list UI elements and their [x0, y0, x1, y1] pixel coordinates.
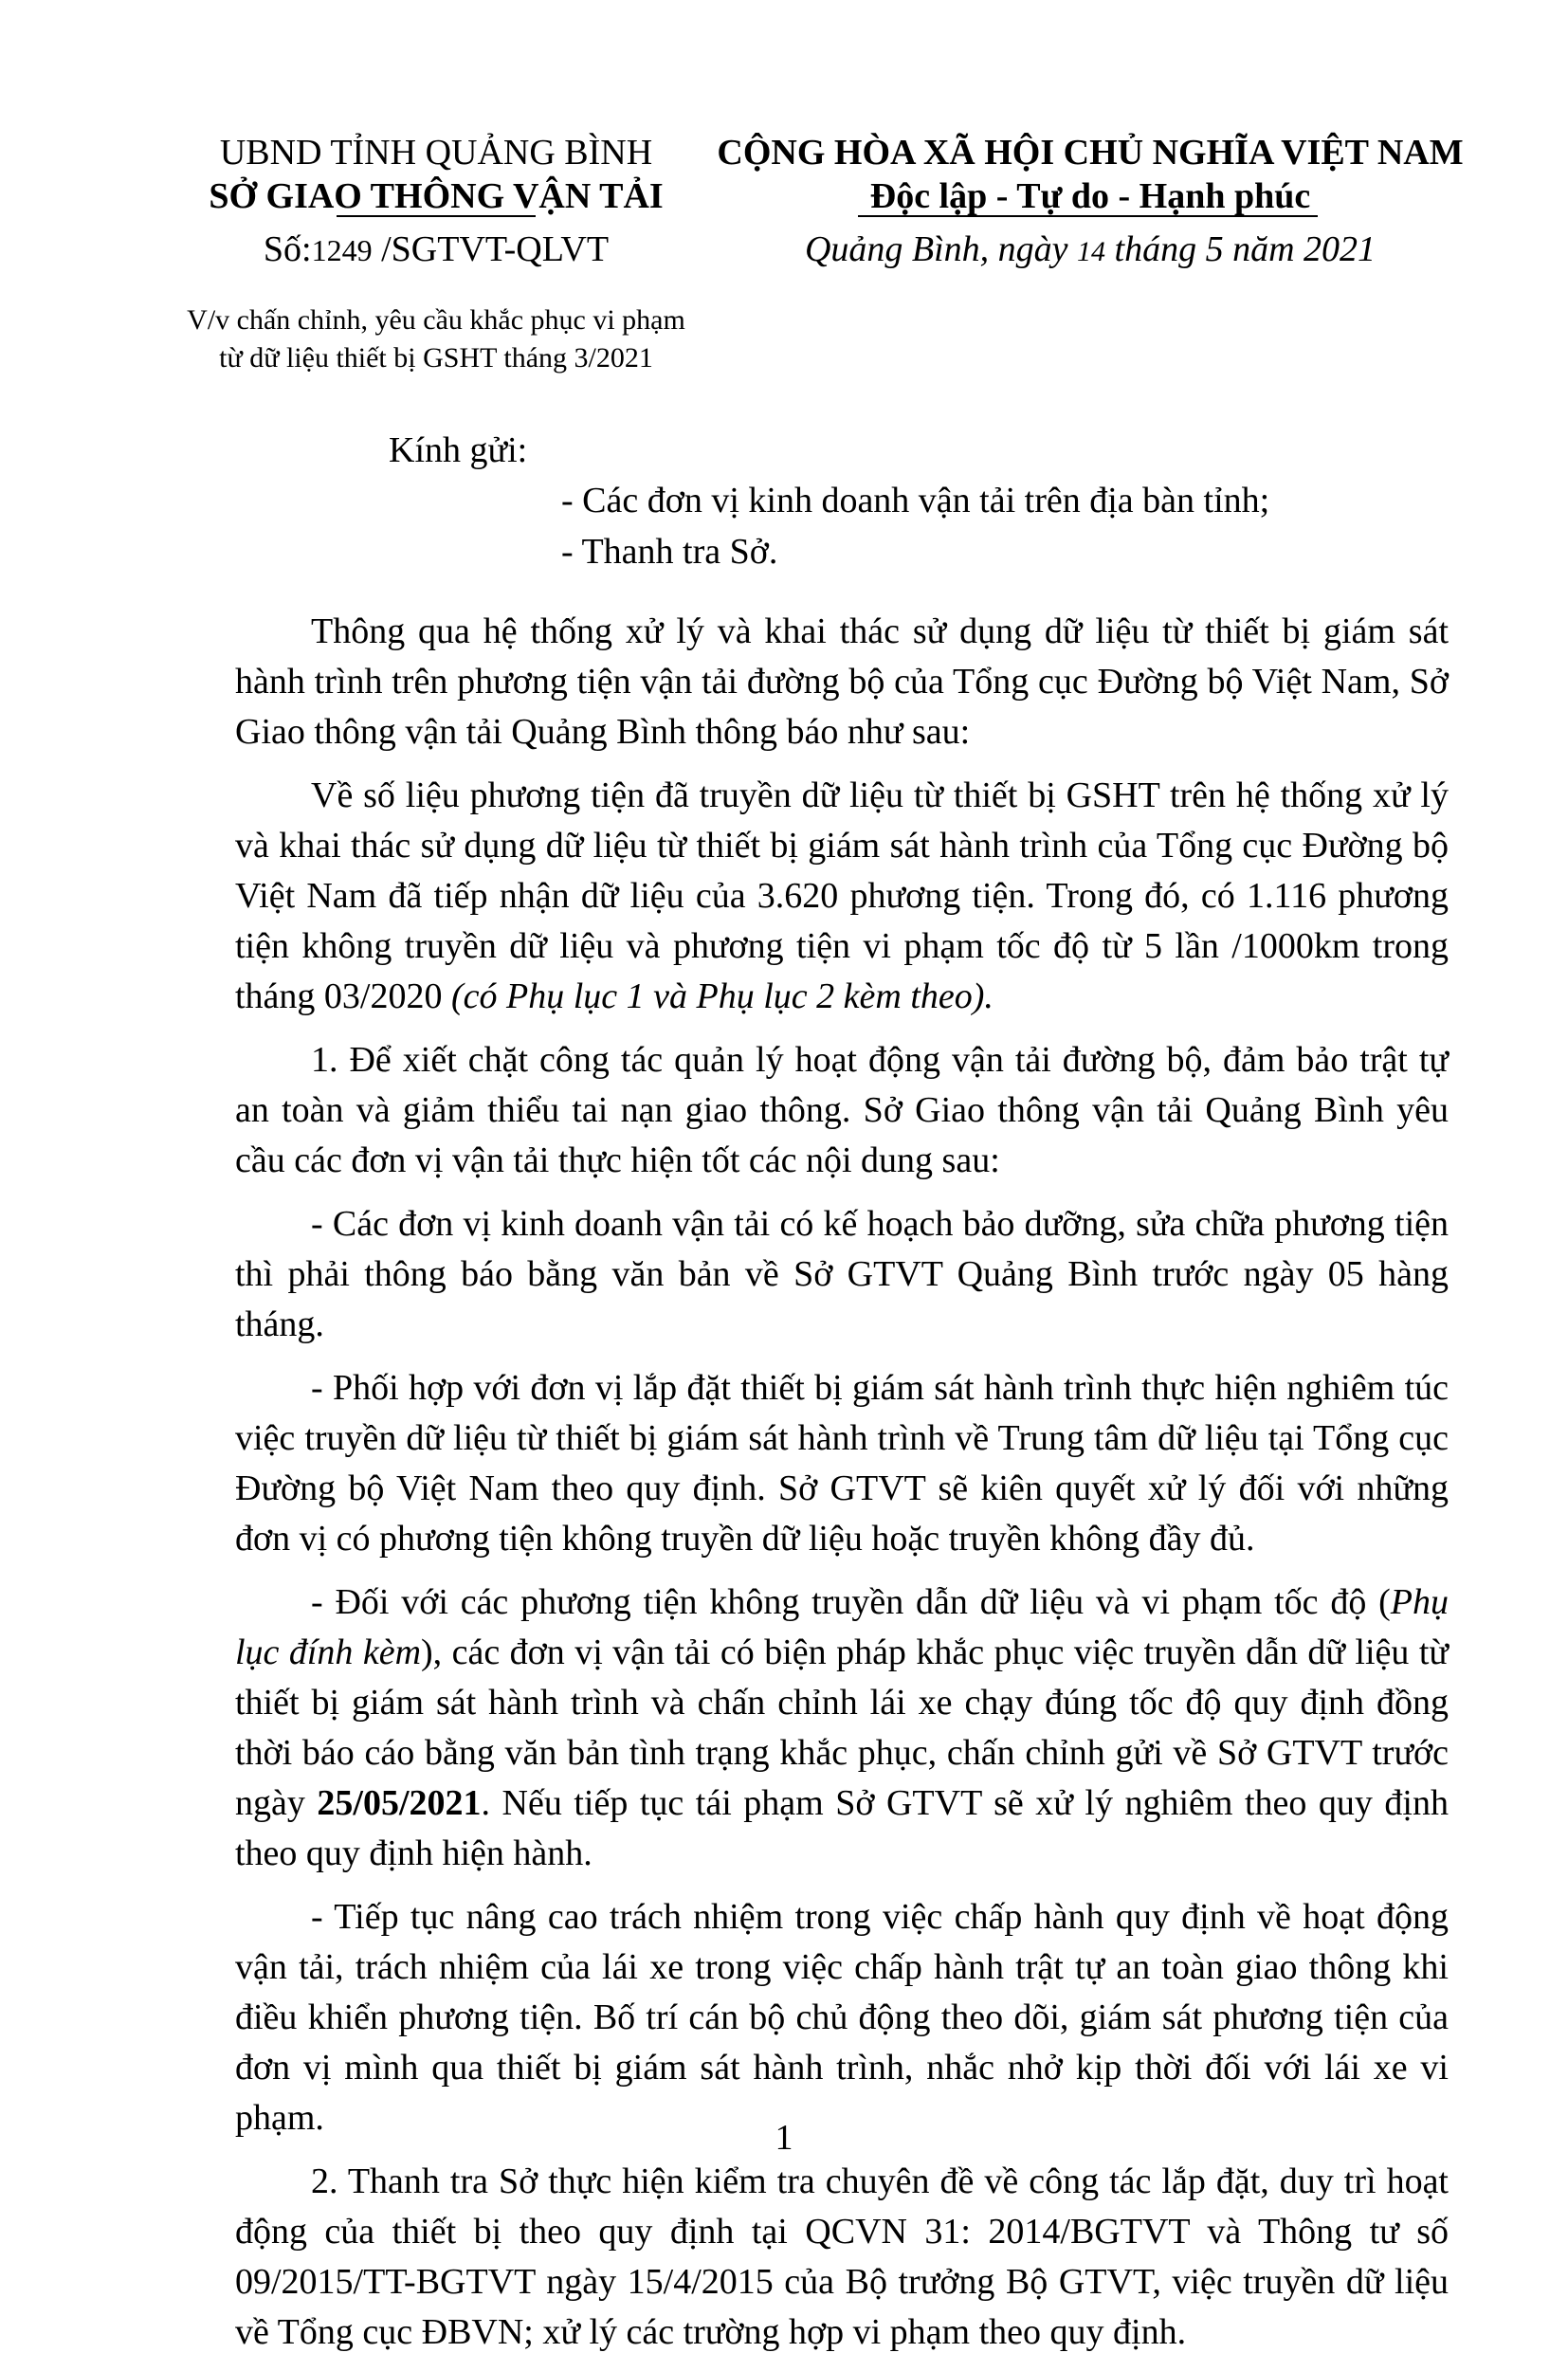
- date-day: 14: [1077, 236, 1106, 267]
- motto-underline: [858, 215, 1318, 217]
- paragraph: - Tiếp tục nâng cao trách nhiệm trong việc chấp hành quy định về hoạt động vận tải, trách nhiệm của lái xe trong việc chấp hành trật tự an toàn giao thông khi điều khiển phương tiện. Bố trí cán bộ chủ động theo dõi, giám sát phương tiện của đơn vị mình qua thiết bị giám sát hành trình, nhắc nhở kịp thời đối với lái xe vi phạm.: [235, 1897, 1449, 2138]
- paragraph-italic: (có Phụ lục 1 và Phụ lục 2 kèm theo).: [450, 976, 994, 1016]
- paragraph-text: Về số liệu phương tiện đã truyền dữ liệu từ thiết bị GSHT trên hệ thống xử lý và khai thác sử dụng dữ liệu từ thiết bị giám sát hành trình của Tổng cục Đường bộ Việt Nam đã tiếp nhận dữ liệu của 3.620 phương tiện. Trong đó, có 1.116 phương tiện không truyền dữ liệu và phương tiện vi phạm tốc độ từ 5 lần /1000km trong tháng 03/2020: [235, 775, 1449, 1016]
- paragraph-italic: Phụ lục đính kèm: [235, 1582, 1449, 1672]
- national-motto: Độc lập - Tự do - Hạnh phúc: [869, 176, 1311, 216]
- document-number: [171, 228, 702, 272]
- issuing-authority: [171, 131, 702, 218]
- doc-number-prefix: Số:: [263, 229, 312, 269]
- paragraph: - Các đơn vị kinh doanh vận tải có kế hoạch bảo dưỡng, sửa chữa phương tiện thì phải thông báo bằng văn bản về Sở GTVT Quảng Bình trước ngày 05 hàng tháng.: [235, 1204, 1449, 1344]
- date-month: 5: [1205, 229, 1224, 269]
- doc-number-suffix: /SGTVT-QLVT: [372, 229, 610, 269]
- subject-line-2: từ dữ liệu thiết bị GSHT tháng 3/2021: [219, 342, 653, 374]
- paragraph: - Phối hợp với đơn vị lắp đặt thiết bị giám sát hành trình thực hiện nghiêm túc việc truyền dữ liệu từ thiết bị giám sát hành trình về Trung tâm dữ liệu tại Tổng cục Đường bộ Việt Nam theo quy định. Sở GTVT sẽ kiên quyết xử lý đối với những đơn vị có phương tiện không truyền dữ liệu hoặc truyền không đầy đủ.: [235, 1368, 1449, 1559]
- date-month-label: tháng: [1105, 229, 1206, 269]
- recipient-item: - Thanh tra Sở.: [561, 532, 778, 572]
- document-date: [702, 228, 1479, 274]
- recipient-item: - Các đơn vị kinh doanh vận tải trên địa bàn tỉnh;: [561, 481, 1270, 520]
- doc-number-value: 1249: [311, 233, 373, 267]
- paragraph: Thông qua hệ thống xử lý và khai thác sử dụng dữ liệu từ thiết bị giám sát hành trình trên phương tiện vận tải đường bộ của Tổng cục Đường bộ Việt Nam, Sở Giao thông vận tải Quảng Bình thông báo như sau:: [235, 611, 1449, 752]
- date-year: năm 2021: [1223, 229, 1377, 269]
- country-name: CỘNG HÒA XÃ HỘI CHỦ NGHĨA VIỆT NAM: [717, 133, 1464, 173]
- authority-parent: UBND TỈNH QUẢNG BÌNH: [219, 133, 653, 173]
- paragraph: 1. Để xiết chặt công tác quản lý hoạt động vận tải đường bộ, đảm bảo trật tự an toàn và giảm thiểu tai nạn giao thông. Sở Giao thông vận tải Quảng Bình yêu cầu các đơn vị vận tải thực hiện tốt các nội dung sau:: [235, 1040, 1449, 1180]
- authority-name: SỞ GIAO THÔNG VẬN TẢI: [209, 176, 664, 216]
- document-body: [235, 607, 1449, 2371]
- paragraph: [235, 771, 1449, 1022]
- document-subject: [171, 301, 702, 377]
- paragraph-text: ), các đơn vị vận tải có biện pháp khắc phục việc truyền dẫn dữ liệu từ thiết bị giám sát hành trình và chấn chỉnh lái xe chạy đúng tốc độ quy định đồng thời báo cáo bằng văn bản tình trạng khắc phục, chấn chỉnh gửi về Sở GTVT trước ngày: [235, 1632, 1449, 1823]
- national-title: [702, 131, 1479, 218]
- recipients-list: [561, 479, 1269, 581]
- paragraph: 2. Thanh tra Sở thực hiện kiểm tra chuyên đề về công tác lắp đặt, duy trì hoạt động của thiết bị theo quy định tại QCVN 31: 2014/BGTVT và Thông tư số 09/2015/TT-BGTVT ngày 15/4/2015 của Bộ trưởng Bộ GTVT, việc truyền dữ liệu về Tổng cục ĐBVN; xử lý các trường hợp vi phạm theo quy định.: [235, 2161, 1449, 2352]
- deadline-date: 25/05/2021: [317, 1783, 482, 1823]
- date-place: Quảng Bình, ngày: [804, 229, 1078, 269]
- paragraph-text: - Đối với các phương tiện không truyền dẫn dữ liệu và vi phạm tốc độ (: [311, 1582, 1391, 1622]
- subject-line-1: V/v chấn chỉnh, yêu cầu khắc phục vi phạm: [187, 304, 685, 336]
- recipients-title: Kính gửi:: [389, 430, 528, 470]
- page-number: 1: [775, 2118, 793, 2158]
- paragraph-text: . Nếu tiếp tục tái phạm Sở GTVT sẽ xử lý nghiêm theo quy định theo quy định hiện hành.: [235, 1783, 1449, 1873]
- authority-underline: [337, 215, 536, 217]
- paragraph: [235, 1578, 1449, 1879]
